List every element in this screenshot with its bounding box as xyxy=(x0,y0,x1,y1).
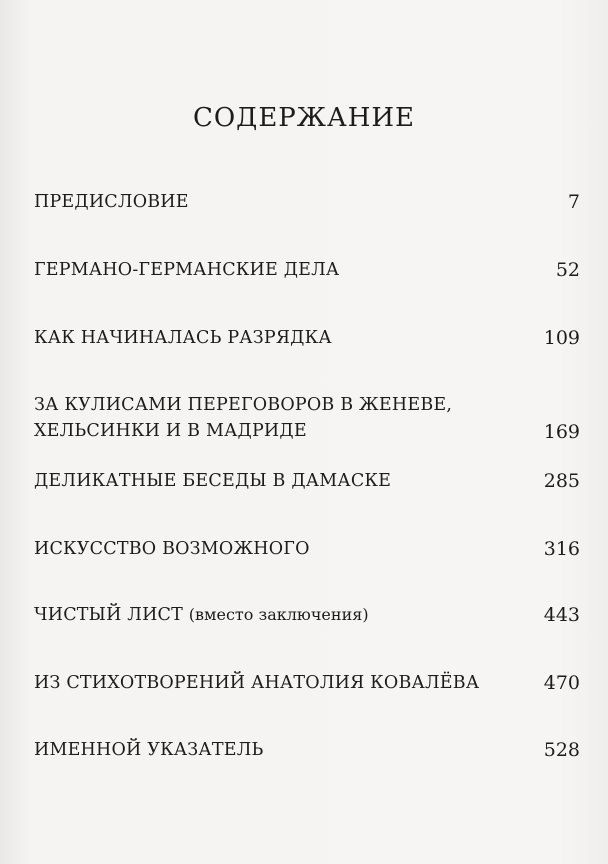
toc-entry xyxy=(34,603,580,627)
toc-entry-page: 443 xyxy=(543,604,580,626)
toc-entry xyxy=(34,190,580,214)
toc-entry-title-main: ЧИСТЫЙ ЛИСТ xyxy=(34,605,184,625)
toc-entry-page: 470 xyxy=(543,672,580,694)
toc-entry xyxy=(34,537,580,561)
toc-entry-title: ДЕЛИКАТНЫЕ БЕСЕДЫ В ДАМАСКЕ xyxy=(34,471,392,491)
toc-entry-title: КАК НАЧИНАЛАСЬ РАЗРЯДКА xyxy=(34,328,332,348)
toc-entry-page: 285 xyxy=(543,470,580,492)
toc-entry xyxy=(34,258,580,282)
toc-entry-page: 316 xyxy=(543,538,580,560)
toc-entry-title: ИСКУССТВО ВОЗМОЖНОГО xyxy=(34,539,310,559)
toc-entry xyxy=(34,392,580,444)
toc-entry-page: 7 xyxy=(567,191,580,213)
toc-entry xyxy=(34,326,580,350)
toc-entry-title-note: (вместо заключения) xyxy=(188,605,369,624)
toc-entry xyxy=(34,738,580,762)
toc-entry-title-line2: ХЕЛЬСИНКИ И В МАДРИДЕ xyxy=(34,421,307,441)
toc-entry-title: ИЗ СТИХОТВОРЕНИЙ АНАТОЛИЯ КОВАЛЁВА xyxy=(34,673,480,693)
toc-entry-title xyxy=(34,392,452,444)
toc-entry-title: ПРЕДИСЛОВИЕ xyxy=(34,192,189,212)
toc-entry-title-line1: ЗА КУЛИСАМИ ПЕРЕГОВОРОВ В ЖЕНЕВЕ, xyxy=(34,395,453,415)
toc-entry-page: 52 xyxy=(555,259,580,281)
toc-entry xyxy=(34,671,580,695)
toc-entry-page: 169 xyxy=(543,421,580,443)
toc-entry-title: ИМЕННОЙ УКАЗАТЕЛЬ xyxy=(34,740,264,760)
toc-entry xyxy=(34,469,580,493)
page-title: СОДЕРЖАНИЕ xyxy=(192,103,416,134)
toc-entry-page: 528 xyxy=(543,739,580,761)
toc-entry-title xyxy=(34,603,369,627)
toc-entry-title: ГЕРМАНО-ГЕРМАНСКИЕ ДЕЛА xyxy=(34,260,340,280)
toc-entry-page: 109 xyxy=(543,327,580,349)
